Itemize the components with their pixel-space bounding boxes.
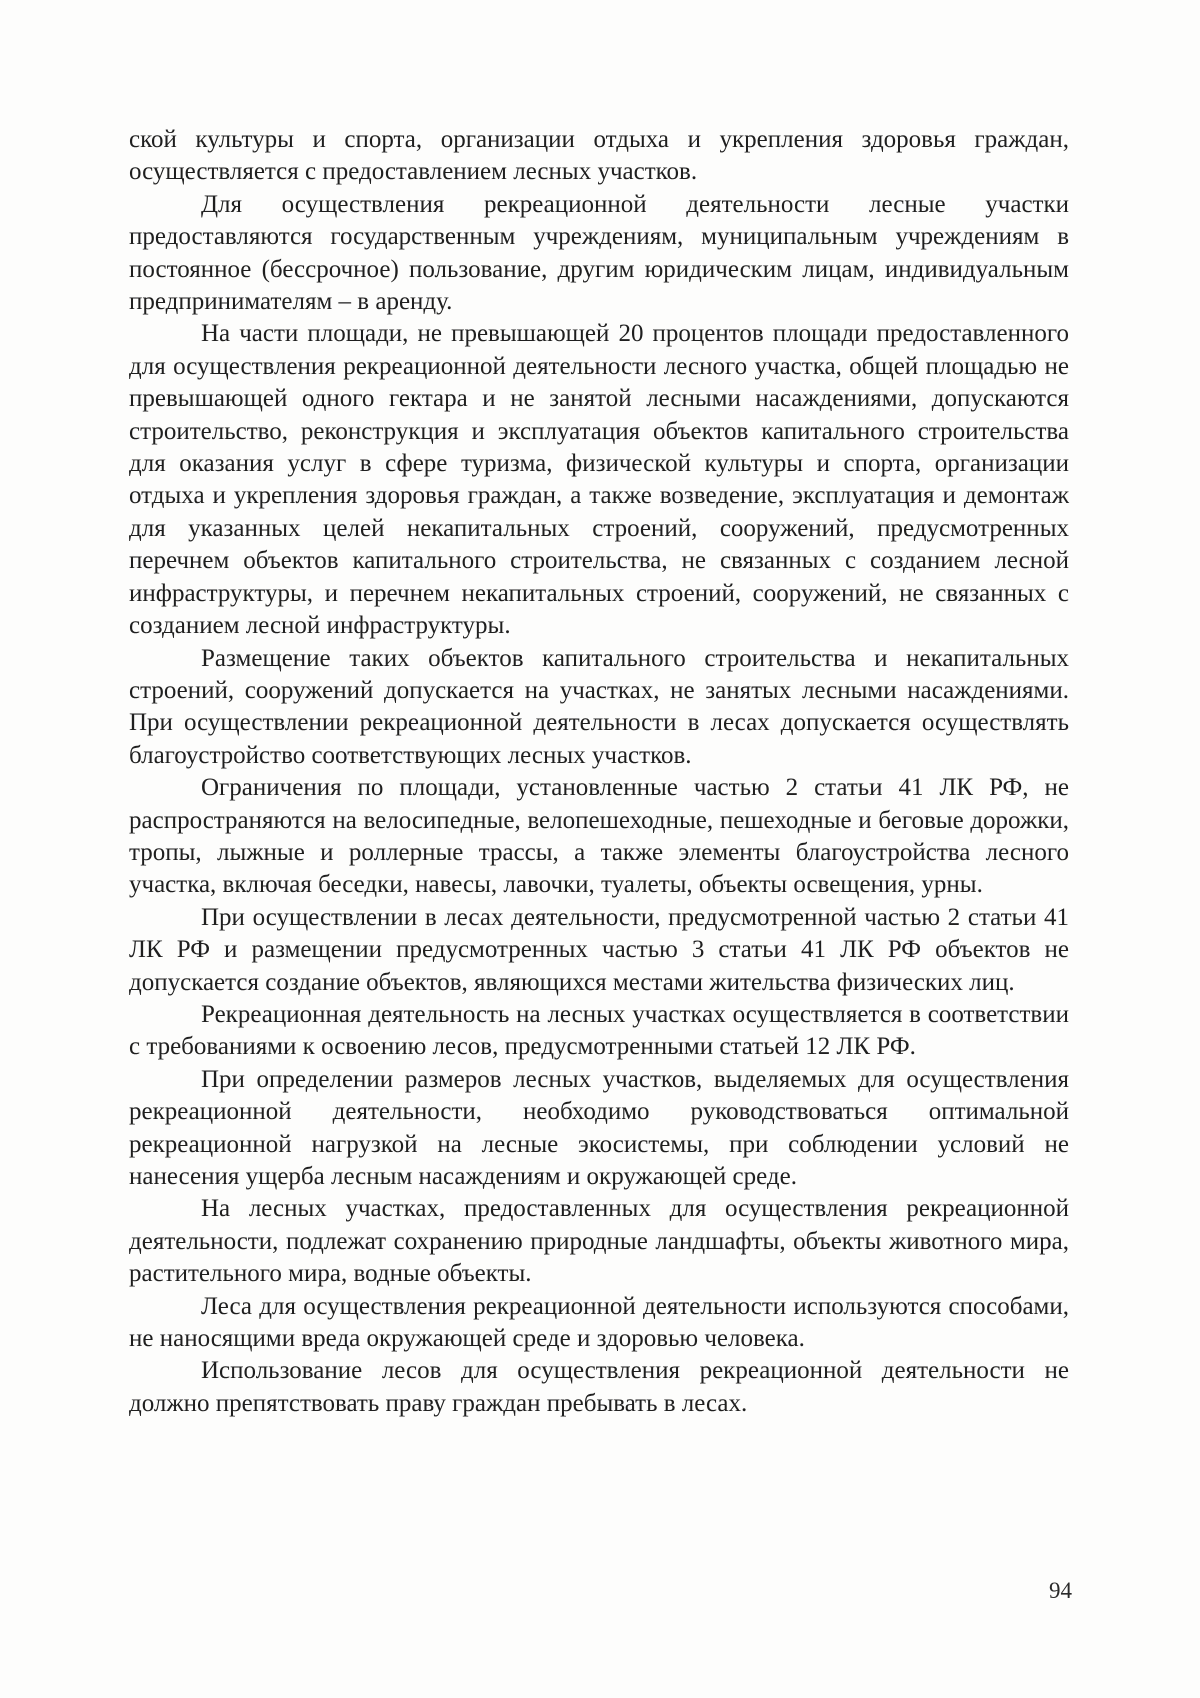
paragraph: Использование лесов для осуществления рекреационной деятельности не должно препятствовать праву граждан пребывать в лесах. [129,1357,1069,1417]
paragraph: ской культуры и спорта, организации отдыха и укрепления здоровья граждан, осуществляется с предоставлением лесных участков. [129,126,1069,186]
paragraph: Леса для осуществления рекреационной деятельности используются способами, не наносящими вреда окружающей среде и здоровью человека. [129,1292,1069,1353]
paragraph: На части площади, не превышающей 20 процентов площади предоставленного для осуществления рекреационной деятельности лесного участка, общей площадью не превышающей одного гектара и не занятой лесными насаждениями, допускаются строительство, реконструкция и эксплуатация объектов капитального строительства для оказания услуг в сфере туризма, физической культуры и спорта, организации отдыха и укрепления здоровья граждан, а также возведение, эксплуатация и демонтаж для указанных целей некапитальных строений, сооружений, предусмотренных перечнем объектов капитального строительства, не связанных с созданием лесной инфраструктуры, и перечнем некапитальных строений, сооружений, не связанных с созданием лесной инфраструктуры. [129,320,1069,640]
paragraph: Ограничения по площади, установленные частью 2 статьи 41 ЛК РФ, не распространяются на велосипедные, велопешеходные, пешеходные и беговые дорожки, тропы, лыжные и роллерные трассы, а также элементы благоустройства лесного участка, включая беседки, навесы, лавочки, туалеты, объекты освещения, урны. [129,774,1069,899]
body-text [129,124,1069,1420]
page-number: 94 [1049,1578,1072,1603]
paragraph: При определении размеров лесных участков, выделяемых для осуществления рекреационной деятельности, необходимо руководствоваться оптимальной рекреационной нагрузкой на лесные экосистемы, при соблюдении условий не нанесения ущерба лесным насаждениям и окружающей среде. [129,1065,1069,1190]
paragraph: Рекреационная деятельность на лесных участках осуществляется в соответствии с требованиями к освоению лесов, предусмотренными статьей 12 ЛК РФ. [129,1000,1069,1061]
paragraph: На лесных участках, предоставленных для осуществления рекреационной деятельности, подлежат сохранению природные ландшафты, объекты животного мира, растительного мира, водные объекты. [129,1195,1069,1288]
paragraph: Для осуществления рекреационной деятельности лесные участки предоставляются государственным учреждениям, муниципальным учреждениям в постоянное (бессрочное) пользование, другим юридическим лицам, индивидуальным предпринимателям – в аренду. [129,190,1069,316]
paragraph: При осуществлении в лесах деятельности, предусмотренной частью 2 статьи 41 ЛК РФ и размещении предусмотренных частью 3 статьи 41 ЛК РФ объектов не допускается создание объектов, являющихся местами жительства физических лиц. [129,903,1069,996]
paragraph: Размещение таких объектов капитального строительства и некапитальных строений, сооружений допускается на участках, не занятых лесными насаждениями. При осуществлении рекреационной деятельности в лесах допускается осуществлять благоустройство соответствующих лесных участков. [129,644,1069,769]
